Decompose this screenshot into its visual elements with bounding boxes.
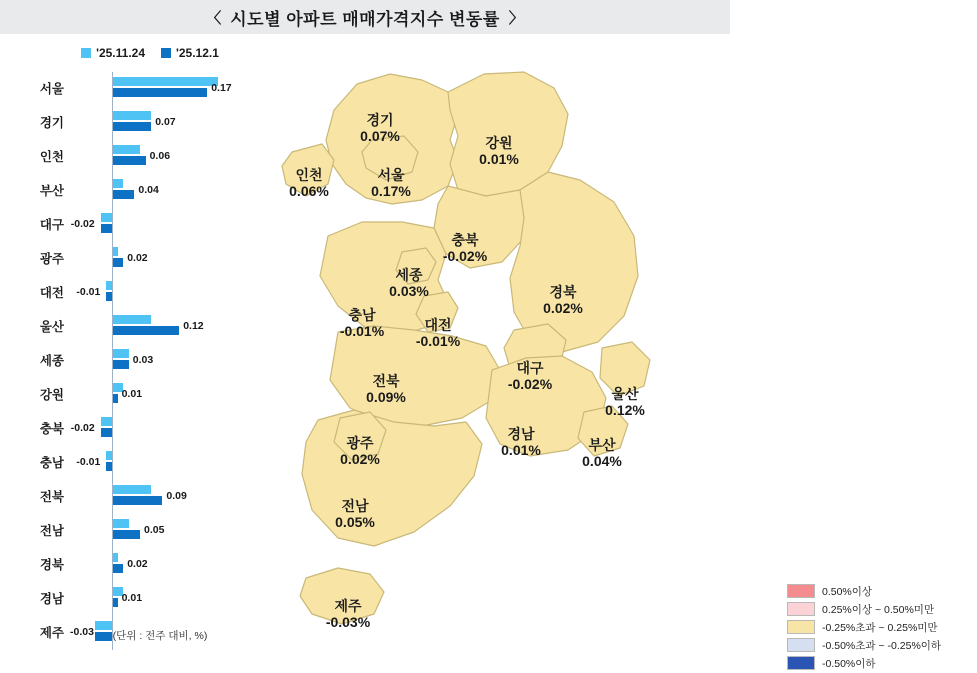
bar-chart-row xyxy=(8,378,258,412)
bar-value-label: 0.17 xyxy=(211,82,232,94)
bar-value-label: 0.01 xyxy=(121,388,143,400)
bar-value-label: -0.02 xyxy=(70,422,95,434)
bar-prev xyxy=(112,111,151,120)
legend-label-prev: '25.11.24 xyxy=(96,46,145,60)
bar-chart-row xyxy=(8,514,258,548)
map-label-value: -0.01% xyxy=(415,332,461,349)
map-label xyxy=(579,387,671,418)
bar-chart-row xyxy=(8,276,258,310)
bar-prev xyxy=(101,213,112,222)
bar-row-plot xyxy=(70,242,250,276)
map-legend-row xyxy=(787,619,977,635)
bar-row-label: 부산 xyxy=(39,184,64,198)
map-label xyxy=(453,136,545,167)
map-label xyxy=(309,499,401,530)
bar-chart-row xyxy=(8,582,258,616)
bar-row-plot xyxy=(70,140,250,174)
bar-value-label: 0.02 xyxy=(127,558,148,570)
bar-row-plot xyxy=(70,208,250,242)
map-label-value: 0.09% xyxy=(366,388,406,405)
map-label-value: -0.02% xyxy=(507,375,553,392)
bar-row-plot xyxy=(70,548,250,582)
map-label-name: 전남 xyxy=(341,498,369,514)
map-region-gyeongbuk xyxy=(510,172,638,352)
bar-row-label: 충남 xyxy=(39,456,64,470)
bar-row-plot xyxy=(70,174,250,208)
next-chevron-icon[interactable]: 〉 xyxy=(508,9,524,27)
map-legend-swatch xyxy=(787,638,815,652)
chart-legend xyxy=(40,46,260,60)
bar-row-label: 전북 xyxy=(39,490,64,504)
map-legend-label: -0.50%이하 xyxy=(822,657,876,670)
map-label-name: 세종 xyxy=(395,267,423,283)
legend-item-curr xyxy=(161,46,219,60)
map-label xyxy=(334,113,426,144)
map-label-value: 0.06% xyxy=(289,182,329,199)
map-label-value: 0.07% xyxy=(360,127,400,144)
bar-prev xyxy=(112,485,151,494)
bar-row-plot xyxy=(70,72,250,106)
bar-prev xyxy=(101,417,112,426)
korea-map-svg xyxy=(262,40,730,666)
legend-swatch-prev xyxy=(81,48,91,58)
map-label xyxy=(345,168,437,199)
map-label-value: 0.01% xyxy=(479,150,519,167)
bar-prev xyxy=(112,315,151,324)
chart-zero-axis xyxy=(112,72,113,650)
bar-row-plot xyxy=(70,310,250,344)
map-label-name: 울산 xyxy=(611,386,639,402)
bar-row-label: 충북 xyxy=(39,422,64,436)
bar-chart-row xyxy=(8,242,258,276)
bar-row-label: 인천 xyxy=(39,150,64,164)
bar-prev xyxy=(112,145,140,154)
map-label-value: 0.12% xyxy=(605,401,645,418)
map-legend-row xyxy=(787,583,977,599)
bar-row-plot xyxy=(70,344,250,378)
bar-prev xyxy=(112,77,218,86)
bar-curr xyxy=(112,564,123,573)
bar-row-label: 대구 xyxy=(39,218,64,232)
map-legend-label: 0.50%이상 xyxy=(822,585,873,598)
legend-item-prev xyxy=(81,46,145,60)
bar-prev xyxy=(112,179,123,188)
bar-value-label: 0.05 xyxy=(144,524,165,536)
bar-row-plot xyxy=(70,276,250,310)
bar-chart-row xyxy=(8,174,258,208)
bar-value-label: 0.09 xyxy=(166,490,187,502)
bar-curr xyxy=(112,88,207,97)
map-legend-label: 0.25%이상 ~ 0.50%미만 xyxy=(822,603,935,616)
bar-value-label: -0.01 xyxy=(76,456,101,468)
map-label-name: 충남 xyxy=(348,307,376,323)
bar-row-label: 울산 xyxy=(39,320,64,334)
bar-prev xyxy=(112,349,129,358)
map-legend xyxy=(787,583,977,673)
bar-curr xyxy=(112,190,134,199)
map-label-name: 부산 xyxy=(588,437,616,453)
bar-row-plot xyxy=(70,514,250,548)
bar-curr xyxy=(112,530,140,539)
bar-row-label: 경기 xyxy=(39,116,64,130)
prev-chevron-icon[interactable]: 〈 xyxy=(206,9,222,27)
map-label xyxy=(302,599,394,630)
bar-chart-row xyxy=(8,548,258,582)
bar-curr xyxy=(101,224,112,233)
bar-value-label: 0.07 xyxy=(155,116,176,128)
page-header xyxy=(0,0,730,34)
bar-row-label: 광주 xyxy=(39,252,64,266)
bar-row-plot xyxy=(70,582,250,616)
bar-chart-row xyxy=(8,106,258,140)
map-label-name: 강원 xyxy=(485,135,513,151)
bar-row-label: 전남 xyxy=(39,524,64,538)
map-label xyxy=(363,268,455,299)
bar-value-label: -0.01 xyxy=(76,286,101,298)
bar-curr xyxy=(112,496,162,505)
bar-row-label: 경남 xyxy=(39,592,64,606)
map-legend-row xyxy=(787,637,977,653)
map-legend-swatch xyxy=(787,620,815,634)
map-label-value: 0.17% xyxy=(371,182,411,199)
bar-value-label: 0.06 xyxy=(149,150,171,162)
map-label-name: 충북 xyxy=(451,232,479,248)
map-legend-label: -0.25%초과 ~ 0.25%미만 xyxy=(822,621,938,634)
bar-value-label: 0.03 xyxy=(132,354,154,366)
bar-value-label: 0.02 xyxy=(127,252,148,264)
map-label-value: 0.02% xyxy=(340,450,380,467)
map-label-name: 대구 xyxy=(516,360,544,376)
bar-chart-row xyxy=(8,446,258,480)
bar-chart-row xyxy=(8,412,258,446)
map-label-value: -0.03% xyxy=(325,613,371,630)
map-label-value: -0.01% xyxy=(339,322,385,339)
map-label-value: -0.02% xyxy=(442,247,488,264)
map-legend-swatch xyxy=(787,602,815,616)
map-label-name: 전북 xyxy=(372,373,400,389)
map-label xyxy=(517,285,609,316)
legend-label-curr: '25.12.1 xyxy=(176,46,219,60)
map-label-name: 경북 xyxy=(549,284,577,300)
map-label-name: 인천 xyxy=(295,167,323,183)
legend-swatch-curr xyxy=(161,48,171,58)
bar-chart-row xyxy=(8,140,258,174)
bar-prev xyxy=(112,519,129,528)
map-label-name: 광주 xyxy=(346,435,374,451)
bar-value-label: 0.01 xyxy=(121,592,143,604)
bar-row-plot xyxy=(70,446,250,480)
bar-chart-row xyxy=(8,72,258,106)
map-legend-swatch xyxy=(787,584,815,598)
bar-chart xyxy=(8,72,258,644)
bar-value-label: -0.02 xyxy=(70,218,95,230)
page-title: 시도별 아파트 매매가격지수 변동률 xyxy=(230,9,500,29)
map-label xyxy=(263,168,355,199)
bar-value-label: -0.03 xyxy=(70,626,94,638)
map-legend-swatch xyxy=(787,656,815,670)
korea-map xyxy=(262,40,942,670)
map-label-value: 0.01% xyxy=(501,441,541,458)
bar-row-plot xyxy=(70,412,250,446)
bar-curr xyxy=(112,326,179,335)
bar-value-label: 0.04 xyxy=(138,184,159,196)
map-label-value: 0.02% xyxy=(543,299,583,316)
bar-value-label: 0.12 xyxy=(183,320,204,332)
bar-row-label: 강원 xyxy=(39,388,64,402)
bar-curr xyxy=(112,258,123,267)
map-label-value: 0.05% xyxy=(335,513,375,530)
map-label xyxy=(484,361,576,392)
map-legend-label: -0.50%초과 ~ -0.25%이하 xyxy=(822,639,942,652)
bar-curr xyxy=(101,428,112,437)
map-label-name: 대전 xyxy=(424,317,452,333)
bar-curr xyxy=(112,156,146,165)
bar-curr xyxy=(112,122,151,131)
bar-row-plot xyxy=(70,378,250,412)
bar-chart-row xyxy=(8,310,258,344)
chart-unit-note: (단위 : 전주 대비, %) xyxy=(112,630,208,642)
bar-row-plot xyxy=(70,480,250,514)
bar-row-label: 대전 xyxy=(39,286,64,300)
map-label-name: 제주 xyxy=(334,598,362,614)
bar-row-label: 세종 xyxy=(39,354,64,368)
map-label-name: 경기 xyxy=(366,112,394,128)
map-legend-row xyxy=(787,601,977,617)
bar-row-label: 경북 xyxy=(39,558,64,572)
map-label xyxy=(475,427,567,458)
bar-row-plot xyxy=(70,106,250,140)
map-label-value: 0.04% xyxy=(582,452,622,469)
map-label xyxy=(340,374,432,405)
map-label-name: 서울 xyxy=(377,167,405,183)
bar-chart-row xyxy=(8,208,258,242)
map-label xyxy=(392,318,484,349)
map-label xyxy=(556,438,648,469)
bar-curr xyxy=(112,360,129,369)
bar-row-label: 서울 xyxy=(39,82,64,96)
map-label xyxy=(314,436,406,467)
bar-chart-row xyxy=(8,480,258,514)
map-label-value: 0.03% xyxy=(389,282,429,299)
map-label xyxy=(419,233,511,264)
bar-chart-rows xyxy=(8,72,258,650)
map-legend-row xyxy=(787,655,977,671)
map-label-name: 경남 xyxy=(507,426,535,442)
bar-row-label: 제주 xyxy=(39,626,64,640)
bar-chart-row xyxy=(8,344,258,378)
